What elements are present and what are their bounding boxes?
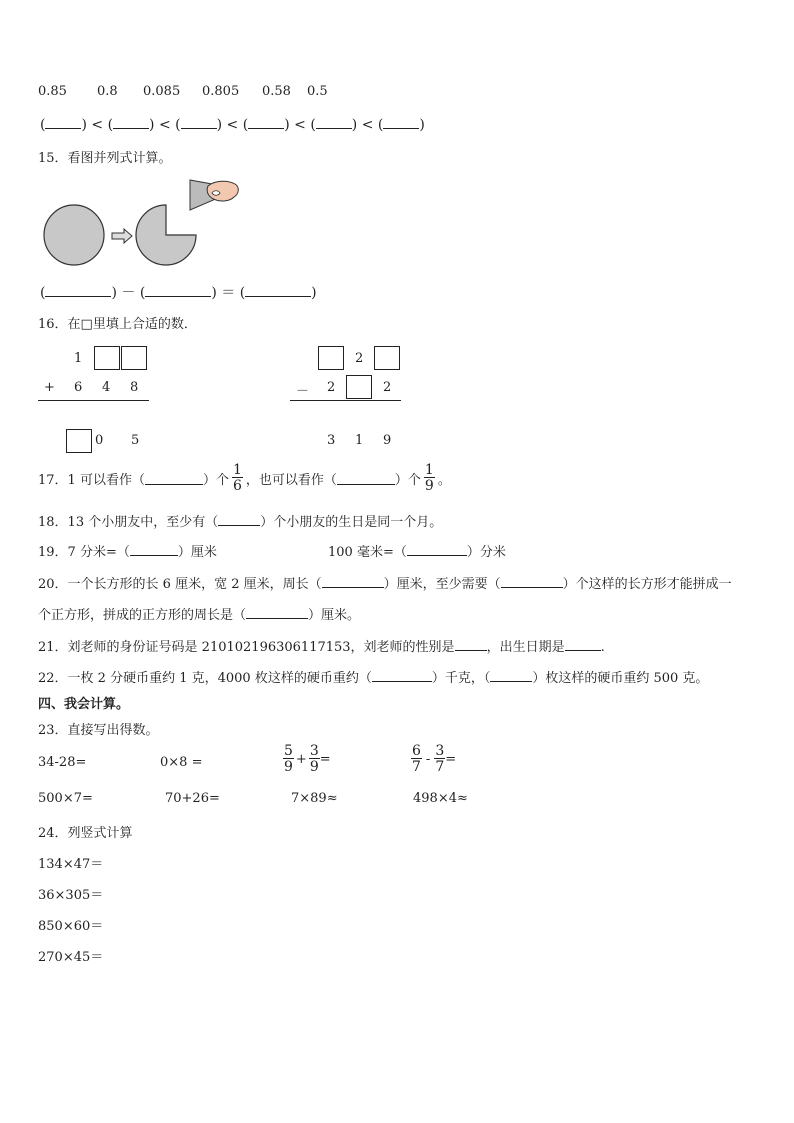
less-than: < [158,117,171,133]
denominator: 9 [424,478,434,494]
q14-num-2: 0.8 [97,84,118,99]
paren-close: ) [284,117,290,133]
equals-sign: = [319,751,331,767]
q23-fraction-expr-1 [283,744,331,774]
q20-text: ）厘米。 [308,608,361,623]
q14-blank-4[interactable] [248,116,284,129]
paren-open: ( [175,117,181,133]
q19-part-a [38,541,217,560]
q23-expr: 500×7= [38,791,93,806]
numerator: 1 [424,462,434,478]
paren-close: ) [216,117,223,133]
q14-num-1: 0.85 [38,84,67,99]
paren-close: ) [111,285,117,301]
q21-blank-1[interactable] [455,638,487,651]
paren-close: ) [419,117,425,133]
q15-blank-3[interactable] [245,284,311,297]
paren-close: ) [81,117,87,133]
q14-num-4: 0.805 [202,84,240,99]
denominator: 9 [309,759,319,775]
paren-open: ( [40,117,46,133]
q15-blank-2[interactable] [145,284,211,297]
q22-line [38,667,708,686]
q16-left-result-digit: 5 [131,433,140,448]
q16-left-box-1[interactable] [94,346,120,370]
less-than: < [361,117,374,133]
q16-left-row2-digit: 4 [102,380,111,395]
q20-blank-2[interactable] [501,575,563,588]
q15-figure [40,178,250,273]
q22-text: 22．一枚 2 分硬币重约 1 克，4000 枚这样的硬币重约（ [38,671,372,686]
q23-expr: 70+26= [165,791,220,806]
q16-left-result-box[interactable] [66,429,92,453]
q23-expr: 7×89≈ [291,791,338,806]
q19-text: 19．7 分米=（ [38,545,130,560]
q20-text: ）个这样的长方形才能拼成一 [562,577,732,592]
q16-right-top-digit: 2 [355,351,364,366]
numerator: 5 [284,743,293,759]
q16-right-box-2[interactable] [374,346,400,370]
paren-close: ) [211,285,217,301]
q14-blank-2[interactable] [113,116,149,129]
numerator: 1 [232,462,242,478]
q16-right-box-1[interactable] [318,346,344,370]
q20-blank-1[interactable] [322,575,384,588]
q23-expr: 34-28= [38,755,87,770]
numerator: 3 [309,743,319,759]
q17-text: 。 [437,472,451,488]
paren-open: ( [377,117,384,133]
q18-line [38,511,442,530]
q19-text: ）分米 [466,545,506,560]
equals-sign: = [445,751,457,767]
full-circle-shape [44,205,104,265]
less-than: < [294,117,306,133]
q19-blank-1[interactable] [130,543,178,556]
q19-text: ）厘米 [177,545,217,560]
q17-line [38,463,451,493]
denominator: 9 [284,759,293,775]
paren-close: ) [149,117,155,133]
q24-item: 36×305＝ [38,888,104,903]
q16-left-box-2[interactable] [121,346,147,370]
paren-open: ( [107,117,114,133]
q17-blank-1[interactable] [145,472,203,485]
q16-right-result-digit: 1 [355,433,364,448]
q17-fraction-1 [232,463,243,493]
q22-blank-2[interactable] [490,669,532,682]
hand-icon [207,181,238,201]
q23-expr: 0×8 = [160,755,203,770]
q20-text: 个正方形，拼成的正方形的周长是（ [38,608,247,623]
q21-text: . [600,640,605,655]
less-than: < [91,117,104,133]
q19-blank-2[interactable] [407,543,467,556]
less-than: < [226,117,239,133]
fraction [434,744,445,774]
q23-fraction-expr-2 [411,744,456,774]
q16-right-result-digit: 3 [327,433,336,448]
q16-left-row2-digit: 8 [130,380,139,395]
q18-text: 18．13 个小朋友中，至少有（ [38,515,219,530]
q24-item: 270×45＝ [38,950,104,965]
q18-blank[interactable] [218,513,260,526]
q15-title: 15．看图并列式计算。 [38,151,172,166]
denominator: 6 [232,478,242,494]
q24-item: 850×60＝ [38,919,104,934]
q22-text: ）千克，（ [431,671,491,686]
arrow-right-icon [112,229,132,243]
minus-sign: － [121,285,136,301]
paren-open: ( [139,285,146,301]
q22-text: ）枚这样的硬币重约 500 克。 [532,671,709,686]
q16-left-result-digit: 0 [95,433,104,448]
q21-blank-2[interactable] [565,638,601,651]
q17-text: ，也可以看作（ [245,472,337,488]
q21-line [38,636,605,655]
q17-text: 17．1 可以看作（ [38,472,145,488]
q20-blank-3[interactable] [246,606,308,619]
q14-blank-6[interactable] [383,116,419,129]
q21-text: 21．刘老师的身份证号码是 210102196306117153，刘老师的性别是 [38,640,455,655]
paren-close: ) [311,285,317,301]
q19-part-b [328,541,506,560]
minus-sign: - [425,751,431,767]
q14-blank-1[interactable] [45,116,81,129]
q16-left-row2-digit: 6 [74,380,83,395]
q20-line-2 [38,604,360,623]
paren-close: ) [351,117,358,133]
q23-title: 23．直接写出得数。 [38,723,159,738]
q14-blank-5[interactable] [316,116,352,129]
q20-text: ）厘米，至少需要（ [383,577,501,592]
fraction [283,744,294,774]
q14-num-6: 0.5 [307,84,328,99]
equals-sign: ＝ [221,285,236,301]
paren-open: ( [239,285,246,301]
section-4-heading: 四、我会计算。 [38,697,130,712]
q24-item: 134×47＝ [38,857,104,872]
q14-num-3: 0.085 [143,84,181,99]
paren-open: ( [310,117,316,133]
q14-order-row [40,116,425,133]
fraction [309,744,320,774]
q18-text: ）个小朋友的生日是同一个月。 [260,515,443,530]
q20-line-1 [38,573,732,592]
q16-right-box-3[interactable] [346,375,372,399]
paren-open: ( [242,117,249,133]
q16-title: 16．在□里填上合适的数． [38,317,197,332]
numerator: 3 [435,743,445,759]
three-quarter-circle-shape [136,205,196,265]
denominator: 7 [412,759,421,775]
q15-blank-1[interactable] [45,284,111,297]
q17-text: ）个 [202,472,229,488]
plus-sign: + [295,751,307,767]
q23-expr: 498×4≈ [413,791,468,806]
paren-open: ( [40,285,46,301]
q20-text: 20．一个长方形的长 6 厘米，宽 2 厘米，周长（ [38,577,322,592]
q17-blank-2[interactable] [337,472,395,485]
q17-text: ）个 [394,472,421,488]
numerator: 6 [412,743,421,759]
q16-minus-sign: － [296,384,310,399]
q16-right-row2-digit: 2 [383,380,392,395]
q15-equation [40,282,317,302]
q14-num-5: 0.58 [262,84,291,99]
denominator: 7 [435,759,445,775]
q14-blank-3[interactable] [181,116,217,129]
q16-left-sum-line [38,400,149,401]
q22-blank-1[interactable] [372,669,432,682]
q17-fraction-2 [424,463,435,493]
q16-right-result-digit: 9 [383,433,392,448]
q19-text: 100 毫米=（ [328,545,407,560]
q16-left-top-digit: 1 [74,351,83,366]
q21-text: ，出生日期是 [486,640,565,655]
q24-title: 24．列竖式计算 [38,826,133,841]
q16-right-row2-digit: 2 [327,380,336,395]
fraction [411,744,422,774]
q16-plus-sign: + [44,380,55,395]
q16-right-diff-line [290,400,401,401]
q14-number-row [38,84,67,99]
